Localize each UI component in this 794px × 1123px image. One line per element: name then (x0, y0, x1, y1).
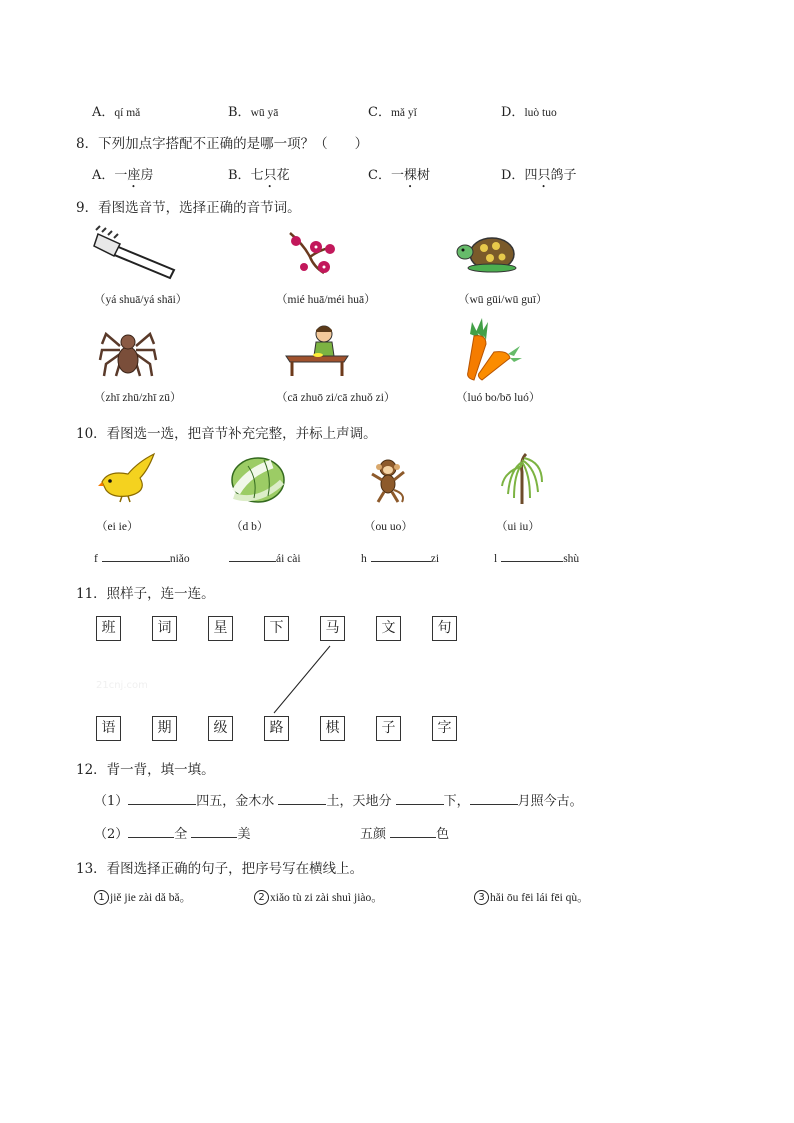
q12-blank-5[interactable] (128, 825, 174, 838)
q12-blank-4[interactable] (470, 792, 518, 805)
q11-prompt: 11．照样子，连一连。 (76, 586, 215, 602)
q8-prompt: 8．下列加点字搭配不正确的是哪一项？（ ） (76, 136, 369, 152)
q7-option-d-text: luò tuo (524, 107, 557, 119)
q9-item-toothbrush: （yá shuā/yá shāi） (94, 294, 188, 306)
q12-prompt: 12．背一背，填一填。 (76, 762, 215, 778)
q10-fill-bird: f niǎo (94, 549, 190, 565)
q13-option-2: 2 xiǎo tù zi zài shuì jiào。 (254, 889, 383, 905)
q8-option-b: B．七只花 (228, 168, 290, 183)
q9-item-turtle: （wū gūi/wū guī） (458, 294, 548, 306)
q13-option-3: 3 hǎi ōu fēi lái fēi qù。 (474, 889, 589, 905)
q10-fill-cabbage: ái cài (229, 549, 301, 565)
watermark: 21cnj.com (96, 680, 148, 691)
q8-option-c: C．一棵树 (368, 168, 430, 183)
top-char-3[interactable]: 星 (208, 616, 233, 641)
bottom-char-2[interactable]: 期 (152, 716, 177, 741)
q7-option-d: D．luò tuo (501, 105, 557, 120)
q10-fill-willow: l shù (494, 549, 579, 565)
q7-option-c: C．mǎ yǐ (368, 105, 417, 120)
q7-option-a-text: qí mǎ (114, 107, 141, 119)
q13-option-1: 1 jiě jie zài dǎ bǎ。 (94, 889, 191, 905)
q7-option-b: B．wū yā (228, 105, 279, 120)
q9-item-plum-blossom: （mié huā/méi huā） (276, 294, 376, 306)
q9-item-boy-at-table: （cā zhuō zi/cā zhuǒ zi） (276, 392, 396, 404)
bottom-char-3[interactable]: 级 (208, 716, 233, 741)
top-char-1[interactable]: 班 (96, 616, 121, 641)
top-char-7[interactable]: 句 (432, 616, 457, 641)
q12-line-2a: （2） 全 美 (94, 827, 251, 842)
q13-option-3-number: 3 (474, 890, 489, 905)
q7-option-a: A．qí mǎ (92, 105, 141, 120)
q10-choice-bird: （ei ie） (96, 521, 139, 533)
bottom-char-6[interactable]: 子 (376, 716, 401, 741)
q12-blank-1[interactable] (128, 792, 196, 805)
q10-choice-cabbage: （d b） (231, 521, 269, 533)
q12-line-1: （1） 四五，金木水 土，天地分 下， 月照今古。 (94, 794, 583, 809)
q8-option-a: A．一座房 (92, 168, 154, 183)
top-char-4[interactable]: 下 (264, 616, 289, 641)
q12-line-2b: 五颜 色 (360, 827, 450, 842)
bottom-char-7[interactable]: 字 (432, 716, 457, 741)
q12-blank-7[interactable] (390, 825, 436, 838)
q13-option-2-number: 2 (254, 890, 269, 905)
q10-choice-monkey: （ou uo） (364, 521, 413, 533)
top-char-6[interactable]: 文 (376, 616, 401, 641)
q12-blank-3[interactable] (396, 792, 444, 805)
q7-option-b-text: wū yā (250, 107, 279, 119)
bottom-char-1[interactable]: 语 (96, 716, 121, 741)
q9-prompt: 9．看图选音节，选择正确的音节词。 (76, 200, 301, 216)
q13-option-1-number: 1 (94, 890, 109, 905)
q10-fill-monkey: h zi (361, 549, 439, 565)
bottom-char-4[interactable]: 路 (264, 716, 289, 741)
bottom-char-5[interactable]: 棋 (320, 716, 345, 741)
q12-blank-6[interactable] (191, 825, 237, 838)
top-char-2[interactable]: 词 (152, 616, 177, 641)
q7-option-c-text: mǎ yǐ (390, 107, 417, 119)
q10-prompt: 10．看图选一选，把音节补充完整，并标上声调。 (76, 426, 377, 442)
q8-option-d: D．四只鸽子 (501, 168, 577, 183)
q9-item-carrot: （luó bo/bō luó） (456, 392, 541, 404)
q13-prompt: 13．看图选择正确的句子，把序号写在横线上。 (76, 861, 364, 877)
q12-blank-2[interactable] (278, 792, 326, 805)
q9-item-spider: （zhī zhū/zhī zū） (94, 392, 182, 404)
top-char-5[interactable]: 马 (320, 616, 345, 641)
q10-choice-willow: （ui iu） (496, 521, 540, 533)
